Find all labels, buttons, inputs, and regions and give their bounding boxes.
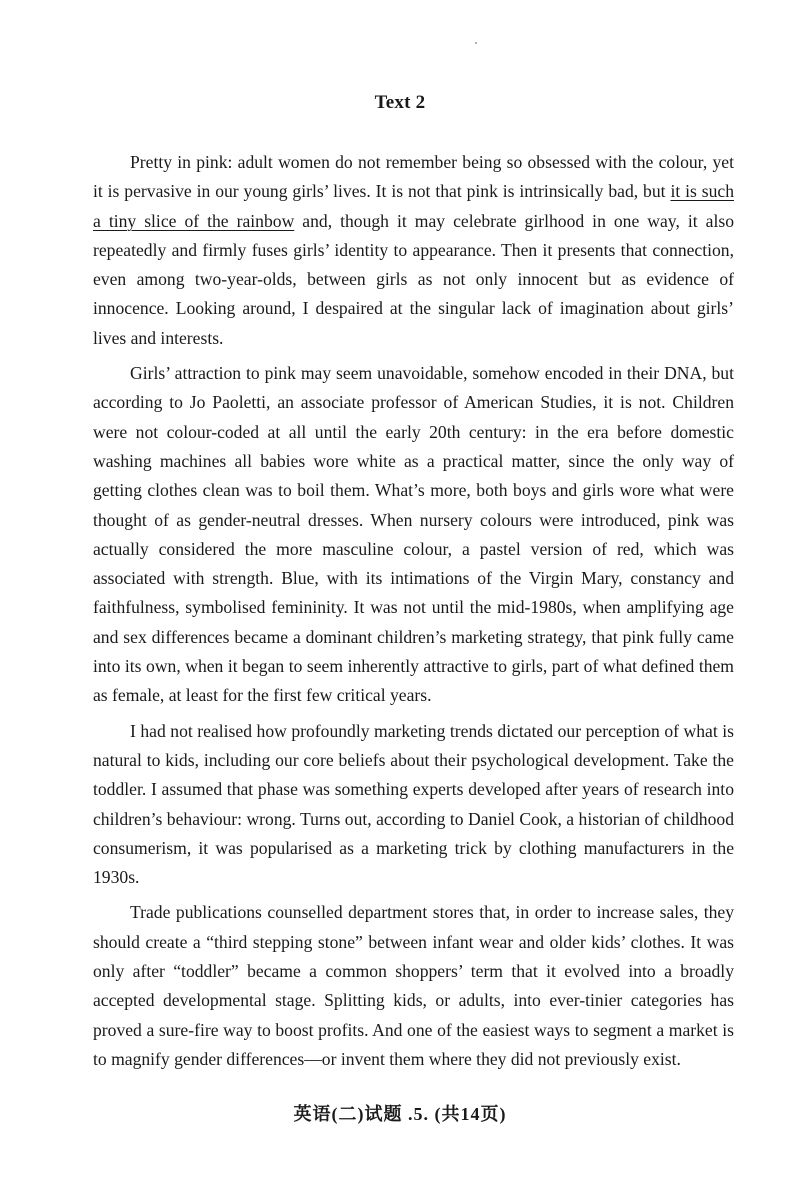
paragraph-1 [93,148,734,353]
scan-speck [475,42,477,44]
page-footer: 英语(二)试题 .5. (共14页) [293,1104,507,1124]
paragraph-2: Girls’ attraction to pink may seem unavoidable, somehow encoded in their DNA, but according to Jo Paoletti, an associate professor of American Studies, it is not. Children were not colour-coded at all until the early 20th century: in the era before domestic washing machines all babies wore white as a practical matter, since the only way of getting clothes clean was to boil them. What’s more, both boys and girls wore what were thought of as gender-neutral dresses. When nursery colours were introduced, pink was actually considered the more masculine colour, a pastel version of red, which was associated with strength. Blue, with its intimations of the Virgin Mary, constancy and faithfulness, symbolised femininity. It was not until the mid-1980s, when amplifying age and sex differences became a dominant children’s marketing strategy, that pink fully came into its own, when it began to seem inherently attractive to girls, part of what defined them as female, at least for the first few critical years. [93,363,734,706]
passage-body [93,148,734,1080]
paragraph-1-after: and, though it may celebrate girlhood in one way, it also repeatedly and firmly fuses girls’ identity to appearance. Then it presents that connection, even among two-year-olds, between girls as not only innocent but as evidence of innocence. Looking around, I despaired at the singular lack of imagination about girls’ lives and interests. [93,210,734,348]
paragraph-3: I had not realised how profoundly marketing trends dictated our perception of what is natural to kids, including our core beliefs about their psychological development. Take the toddler. I assumed that phase was something experts developed after years of research into children’s behaviour: wrong. Turns out, according to Daniel Cook, a historian of childhood consumerism, it was popularised as a marketing trick by clothing manufacturers in the 1930s. [93,720,734,888]
underlined-phrase: it is such a tiny slice of the rainbow [93,181,734,231]
paragraph-4: Trade publications counselled department stores that, in order to increase sales, they should create a “third stepping stone” between infant wear and older kids’ clothes. It was only after “toddler” became a common shoppers’ term that it evolved into a broadly accepted developmental stage. Splitting kids, or adults, into ever-tinier categories has proved a sure-fire way to boost profits. And one of the easiest ways to segment a market is to magnify gender differences—or invent them where they did not previously exist. [93,902,734,1069]
paragraph-1-before: Pretty in pink: adult women do not remember being so obsessed with the colour, yet it is pervasive in our young girls’ lives. It is not that pink is intrinsically bad, but [93,152,734,202]
passage-title: Text 2 [374,92,426,113]
